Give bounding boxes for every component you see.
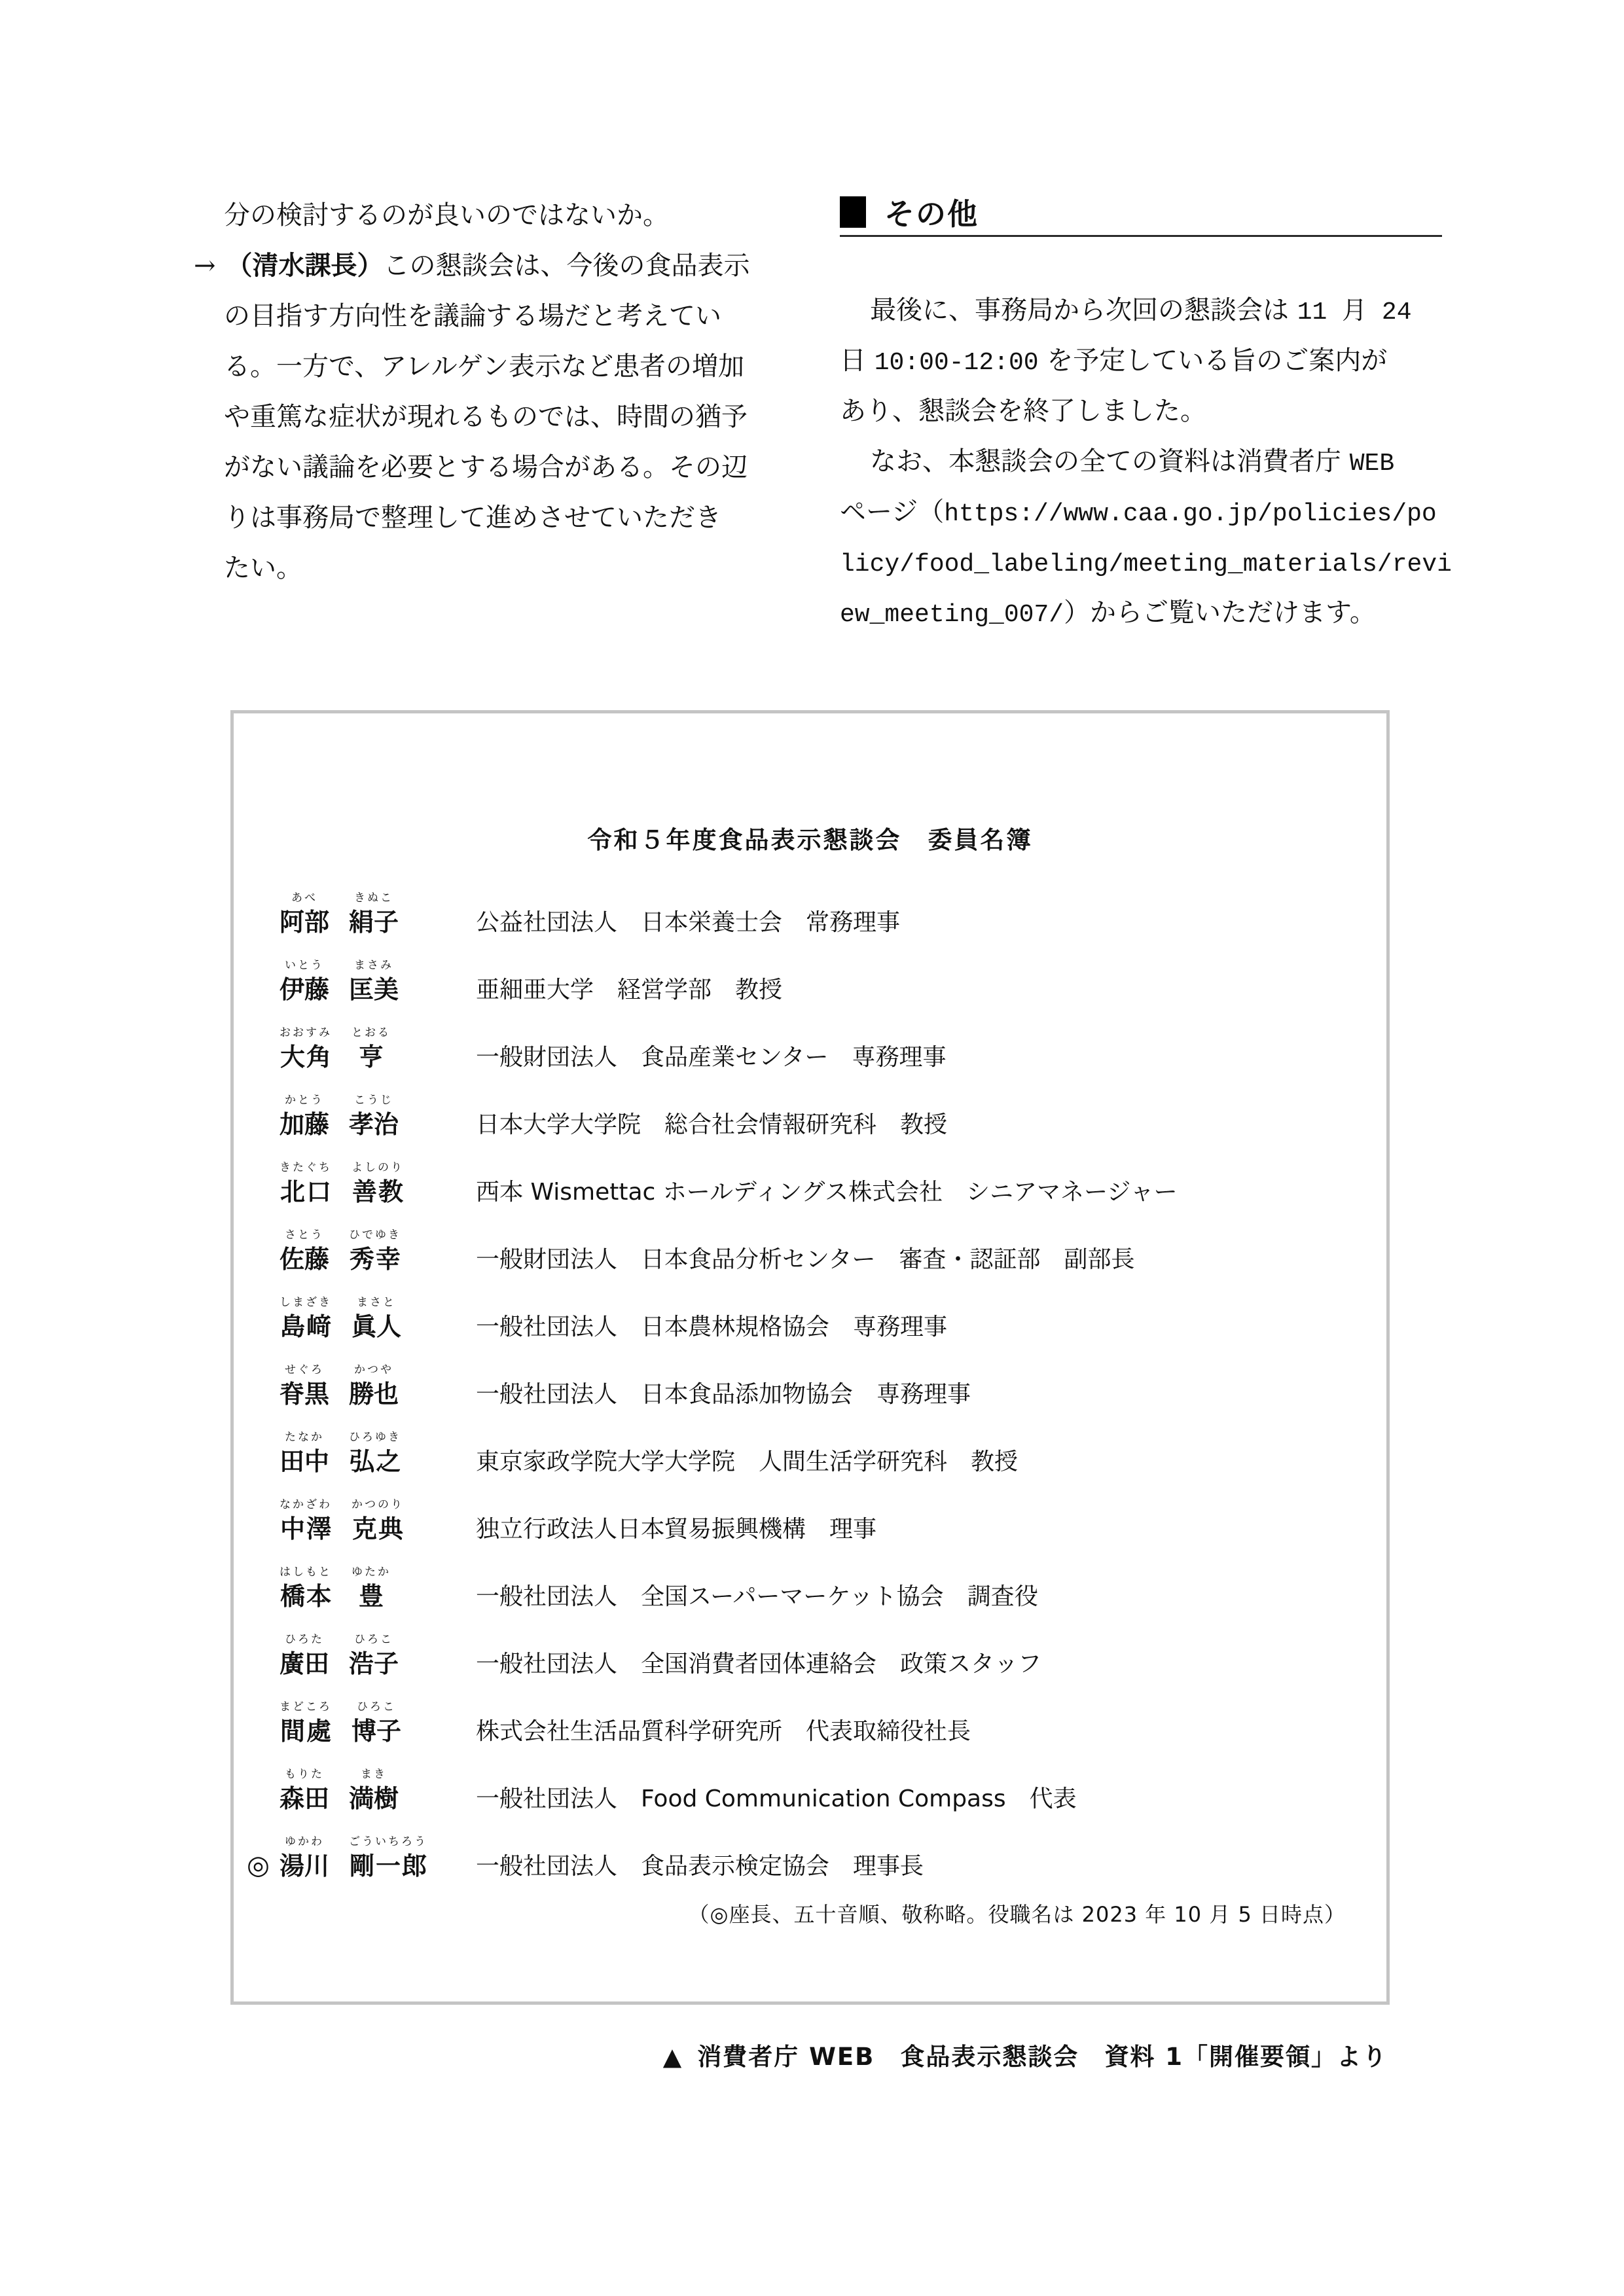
paragraph [840,437,1455,638]
member-givenname: 勝也かつや [349,1363,399,1408]
speaker-name: （清水課長） [226,251,384,281]
member-name [280,1363,476,1410]
member-affiliation: 西本 Wismettac ホールディングス株式会社 シニアマネージャー [476,1179,1178,1206]
section-heading [840,193,1455,231]
member-affiliation: 一般社団法人 日本農林規格協会 専務理事 [476,1314,948,1340]
furigana: ひろた [280,1633,329,1646]
member-name [280,1094,476,1140]
right-column [840,193,1455,638]
furigana: もりた [280,1768,329,1781]
mono-text: 10:00-12:00 [874,349,1039,377]
member-givenname: 剛一郎ごういちろう [349,1835,428,1880]
text-segment: なお、本懇談会の全ての資料は消費者庁 [870,446,1350,476]
furigana: ひでゆき [349,1229,402,1242]
member-row [280,1073,1367,1140]
right-paragraphs [840,285,1455,638]
member-givenname: 克典かつのり [352,1498,404,1543]
member-givenname: 弘之ひろゆき [349,1431,402,1476]
text-line [194,291,816,342]
furigana: ゆたか [352,1566,391,1579]
member-name [280,1633,476,1679]
member-givenname: 絹子きぬこ [349,891,399,937]
member-surname: 森田もりた [280,1768,330,1813]
member-affiliation: 株式会社生活品質科学研究所 代表取締役社長 [476,1718,971,1745]
member-affiliation: 一般社団法人 全国消費者団体連絡会 政策スタッフ [476,1651,1042,1677]
member-surname: 阿部あべ [280,891,330,937]
member-name [280,1566,476,1612]
furigana: かつのり [352,1498,404,1511]
member-givenname: 博子ひろこ [352,1700,402,1746]
mono-text: ew_meeting_007/ [840,601,1064,629]
text-line [840,588,1455,638]
mono-text: licy/food_labeling/meeting_materials/revi [840,550,1452,579]
text-segment: 日 [840,346,875,376]
furigana: ひろこ [349,1633,399,1646]
paragraph [840,285,1455,437]
furigana: まき [349,1768,399,1781]
member-affiliation: 一般社団法人 全国スーパーマーケット協会 調査役 [476,1583,1038,1610]
member-givenname: 満樹まき [349,1768,399,1813]
member-givenname: 眞人まさと [352,1296,402,1341]
member-givenname: 孝治こうじ [349,1094,399,1139]
member-name [280,1296,476,1342]
member-surname: 間處まどころ [280,1700,332,1746]
member-name [280,1229,476,1275]
member-affiliation: 公益社団法人 日本栄養士会 常務理事 [476,909,901,936]
member-surname: 北口きたぐち [280,1161,332,1206]
member-affiliation: 一般社団法人 Food Communication Compass 代表 [476,1785,1077,1812]
text-line [840,437,1455,487]
member-surname: 廣田ひろた [280,1633,330,1678]
member-row [280,1545,1367,1612]
mono-text: https://www.caa.go.jp/policies/po [944,500,1437,528]
member-affiliation: 東京家政学院大学大学院 人間生活学研究科 教授 [476,1448,1019,1475]
section-title: その他 [884,196,979,232]
member-surname: 田中たなか [280,1431,330,1476]
text-line [840,487,1455,537]
furigana: きぬこ [349,891,399,905]
member-surname: 伊藤いとう [280,959,330,1004]
member-row [247,1814,1367,1882]
member-row [280,1140,1367,1208]
left-column [194,190,816,594]
text-segment: ページ（ [840,497,945,527]
source-caption [230,2037,1388,2072]
member-affiliation: 亜細亜大学 経営学部 教授 [476,977,783,1003]
text-segment: りは事務局で整理して進めさせていただき [224,503,721,533]
member-givenname: 匡美まさみ [349,959,399,1004]
member-givenname: 秀幸ひでゆき [349,1229,402,1274]
furigana: まさみ [349,959,399,972]
text-segment: あり、懇談会を終了しました。 [840,396,1206,426]
member-givenname: 豊ゆたか [352,1566,391,1611]
member-surname: 脊黒せぐろ [280,1363,330,1408]
member-name [280,1161,476,1208]
furigana: きたぐち [280,1161,332,1174]
text-line [194,493,816,543]
furigana: まさと [352,1296,401,1309]
furigana: あべ [280,891,329,905]
mono-text: WEB [1349,450,1395,478]
text-line [840,285,1455,336]
text-segment: がない議論を必要とする場合がある。その辺 [224,452,748,482]
text-line [194,442,816,493]
member-affiliation: 独立行政法人日本貿易振興機構 理事 [476,1516,877,1543]
furigana: かつや [349,1363,399,1376]
furigana: ゆかわ [280,1835,329,1848]
furigana: よしのり [352,1161,404,1174]
text-line [840,336,1455,386]
text-line [194,342,816,392]
member-list-box [230,710,1390,2005]
text-line [194,190,816,241]
member-row [280,1275,1367,1342]
member-affiliation: 一般社団法人 日本食品添加物協会 専務理事 [476,1381,971,1408]
triangle-icon: ▲ [662,2043,683,2071]
furigana: しまざき [280,1296,332,1309]
member-surname: 佐藤さとう [280,1229,330,1274]
member-row [280,1612,1367,1679]
member-name [280,959,476,1005]
text-segment: 最後に、事務局から次回の懇談会は [870,295,1297,325]
furigana: さとう [280,1229,329,1242]
member-name [280,1026,476,1073]
member-surname: 大角おおすみ [280,1026,332,1071]
member-row [280,1005,1367,1073]
member-affiliation: 日本大学大学院 総合社会情報研究科 教授 [476,1111,948,1138]
member-name [280,1431,476,1477]
text-segment: る。一方で、アレルゲン表示など患者の増加 [224,351,744,382]
member-row [280,1208,1367,1275]
heading-rule [840,235,1442,237]
mono-text: 11 月 24 [1297,298,1412,327]
furigana: いとう [280,959,329,972]
text-segment: たい。 [224,553,302,583]
member-affiliation: 一般財団法人 日本食品分析センター 審査・認証部 副部長 [476,1246,1135,1273]
member-row [280,1342,1367,1410]
furigana: なかざわ [280,1498,332,1511]
member-givenname: 亨とおる [352,1026,391,1071]
furigana: ごういちろう [349,1835,428,1848]
member-givenname: 浩子ひろこ [349,1633,399,1678]
member-surname: 湯川ゆかわ [280,1835,330,1880]
member-name [280,891,476,938]
furigana: まどころ [280,1700,332,1713]
text-segment: や重篤な症状が現れるものでは、時間の猶予 [224,402,748,432]
arrow-marker: → [194,251,216,281]
member-surname: 加藤かとう [280,1094,330,1139]
member-name [280,1768,476,1814]
furigana: おおすみ [280,1026,332,1039]
chair-mark: ◎ [247,1850,270,1880]
member-row [280,1410,1367,1477]
member-list-note: （◎座長、五十音順、敬称略。役職名は 2023 年 10 月 5 日時点） [688,1902,1346,1927]
member-row [280,1679,1367,1747]
text-segment: を予定している旨のご案内が [1038,346,1388,376]
text-segment: 分の検討するのが良いのではないか。 [224,200,669,230]
text-line [840,386,1455,437]
member-name [247,1835,476,1882]
member-row [280,870,1367,938]
caption-text: 消費者庁 WEB 食品表示懇談会 資料 1「開催要領」より [697,2043,1388,2071]
member-givenname: 善教よしのり [352,1161,404,1206]
text-line [194,241,816,291]
section-marker-icon [840,196,866,228]
member-row [280,1747,1367,1814]
text-segment: の目指す方向性を議論する場だと考えてい [224,301,721,331]
furigana: たなか [280,1431,329,1444]
furigana: こうじ [349,1094,399,1107]
member-surname: 島﨑しまざき [280,1296,332,1341]
furigana: はしもと [280,1566,332,1579]
furigana: せぐろ [280,1363,329,1376]
text-line [840,537,1455,588]
text-line [194,543,816,594]
member-affiliation: 一般財団法人 食品産業センター 専務理事 [476,1044,947,1071]
member-surname: 中澤なかざわ [280,1498,332,1543]
member-surname: 橋本はしもと [280,1566,332,1611]
text-line [194,392,816,442]
member-affiliation: 一般社団法人 食品表示検定協会 理事長 [476,1853,924,1880]
furigana: ひろゆき [349,1431,402,1444]
text-segment: この懇談会は、今後の食品表示 [383,251,750,281]
member-name [280,1498,476,1545]
furigana: ひろこ [352,1700,401,1713]
furigana: とおる [352,1026,391,1039]
text-segment: ）からご覧いただけます。 [1064,598,1376,628]
furigana: かとう [280,1094,329,1107]
member-row [280,938,1367,1005]
member-list-title: 令和５年度食品表示懇談会 委員名簿 [587,826,1033,854]
member-rows [247,870,1367,1882]
member-name [280,1700,476,1747]
member-row [280,1477,1367,1545]
